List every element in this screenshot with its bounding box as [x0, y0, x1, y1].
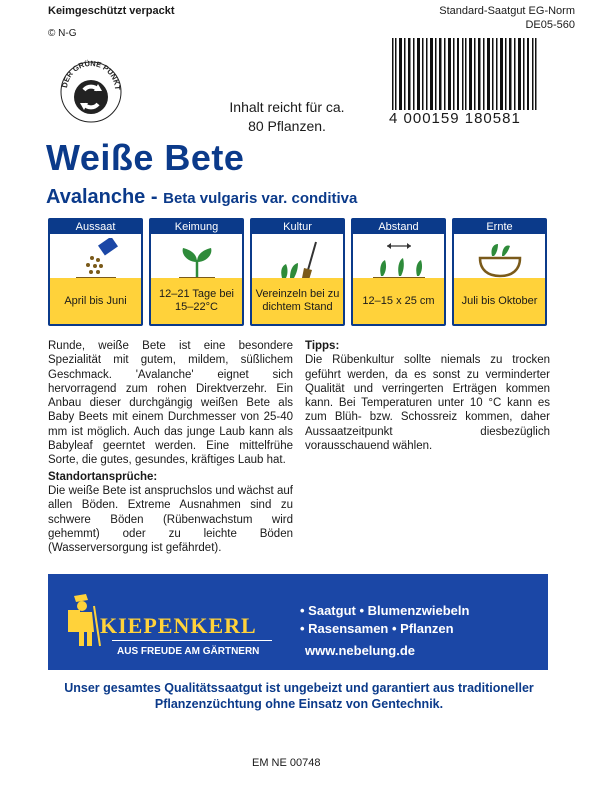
icon-card-caption: Ernte [454, 220, 545, 234]
description-text: Runde, weiße Bete ist eine besondere Spezialität mit gutem, mildem, süßlichem Geschmack. 'Avalanche' eignet sich hervorragend zum rohen Direktverzehr. Ein Anbau dieser durchgängig weißen Bete als Baby Beets mit einem Durchmesser von 25-40 mm ist möglich. Auch das junge Laub kann als Babyleaf geerntet werden. Eine mittelfrühe Sorte, die gutes, gesundes, kräftiges Laub hat. [48, 340, 293, 467]
icon-card-caption: Abstand [353, 220, 444, 234]
product-name: Weiße Bete [46, 137, 245, 178]
location-heading: Standortansprüche: [48, 470, 158, 483]
packed-note: Keimgeschützt verpackt [48, 5, 175, 17]
standard-note: Standard-Saatgut EG-Norm [439, 5, 575, 17]
brand-url[interactable]: www.nebelung.de [305, 643, 416, 658]
brand-divider [112, 640, 272, 641]
left-column [48, 339, 293, 555]
seed-packet-icon [66, 238, 126, 282]
culture-icons [48, 218, 548, 328]
subtitle-separator: - [150, 186, 158, 208]
seedling-icon [167, 238, 227, 282]
content-line-1: Inhalt reicht für ca. [229, 99, 345, 115]
copyright: © N-G [48, 28, 77, 39]
tips-text: Die Rübenkultur sollte niemals zu trocken geführt werden, da es sonst zu verminderter Qualität und verringerten Erträgen kommen kann. Bei Temperaturen unter 10 °C kann es zum Blüh- bzw. Schossreiz kommen, daher Aussaatzeitpunkt diesbezüglich vorausschauend wählen. [305, 354, 550, 453]
footer-code: EM NE 00748 [252, 757, 321, 769]
product-subtitle [46, 186, 357, 209]
brand-products [300, 602, 469, 638]
standard-code: DE05-560 [525, 19, 575, 31]
right-column [305, 339, 550, 453]
gruener-punkt-logo [58, 57, 124, 123]
icon-card-value: Juli bis Oktober [454, 278, 545, 324]
icon-card-ernte [452, 218, 547, 326]
brand-slogan: AUS FREUDE AM GÄRTNERN [117, 646, 260, 657]
logo-ring-text: DER GRÜNE PUNKT [60, 58, 123, 91]
content-line-2: 80 Pflanzen. [248, 118, 326, 134]
harvest-bowl-icon [470, 238, 530, 282]
icon-card-keimung [149, 218, 244, 326]
location-text: Die weiße Bete ist anspruchslos und wächst auf allen Böden. Extreme Ausnahmen sind zu schwere Böden (Rübenwachstum wird gehemmt) oder zu leichte Böden (Wasserversorgung ist gefährdet). [48, 484, 293, 555]
icon-card-caption: Aussaat [50, 220, 141, 234]
spacing-icon [369, 238, 429, 282]
kiepenkerl-figure-icon [64, 592, 102, 648]
icon-card-value: 12–21 Tage bei 15–22°C [151, 278, 242, 324]
tips-heading: Tipps: [305, 340, 340, 352]
icon-card-abstand [351, 218, 446, 326]
icon-card-value: April bis Juni [50, 278, 141, 324]
icon-card-caption: Keimung [151, 220, 242, 234]
brand-products-line-1: • Saatgut • Blumenzwiebeln [300, 603, 470, 618]
latin-name: Beta vulgaris var. conditiva [163, 190, 358, 207]
brand-name: KIEPENKERL [100, 613, 257, 638]
icon-card-aussaat [48, 218, 143, 326]
icon-card-caption: Kultur [252, 220, 343, 234]
variety-name: Avalanche [46, 186, 146, 208]
icon-card-value: Vereinzeln bei zu dichtem Stand [252, 278, 343, 324]
content-amount [212, 98, 362, 136]
icon-card-value: 12–15 x 25 cm [353, 278, 444, 324]
brand-products-line-2: • Rasensamen • Pflanzen [300, 621, 454, 636]
icon-card-kultur [250, 218, 345, 326]
barcode-number: 4 000159 180581 [389, 110, 549, 127]
spade-icon [268, 238, 328, 282]
quality-note: Unser gesamtes Qualitätssaatgut ist ungebeizt und garantiert aus traditioneller Pflanzenzüchtung ohne Einsatz von Gentechnik. [64, 681, 534, 711]
